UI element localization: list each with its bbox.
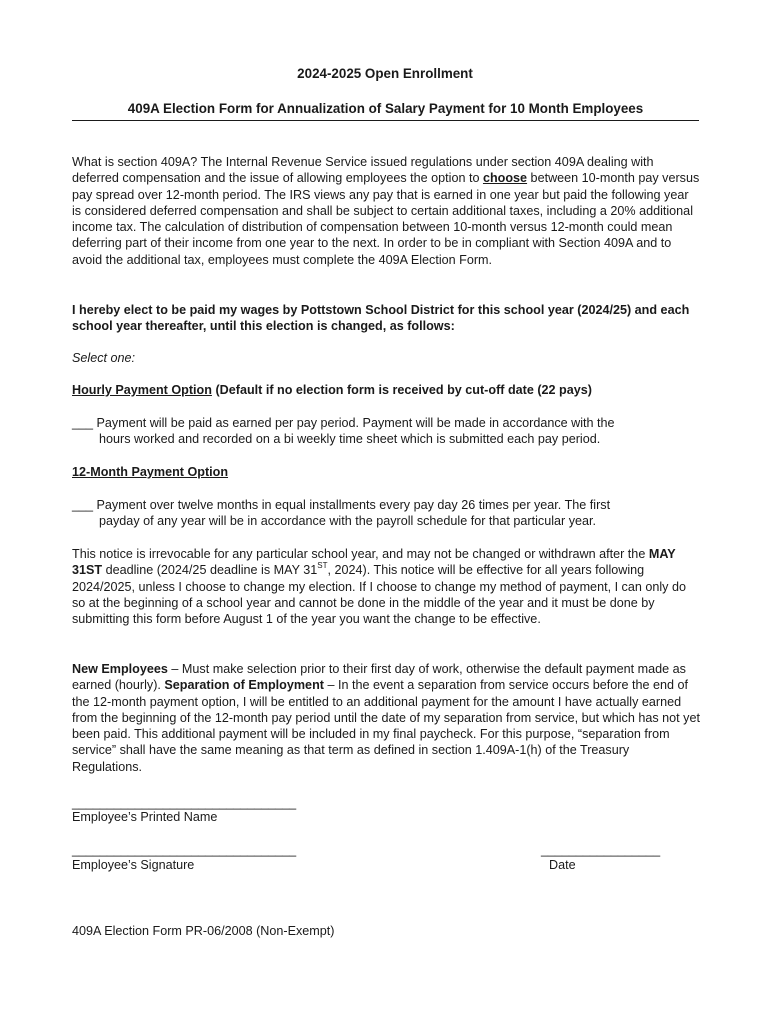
title-divider <box>72 120 699 121</box>
hourly-option-note: (Default if no election form is received by cut-off date (22 pays) <box>211 383 592 397</box>
new-employees-paragraph <box>72 661 700 775</box>
election-statement: I hereby elect to be paid my wages by Pottstown School District for this school year (2024/25) and each school year thereafter, until this election is changed, as follows: <box>72 303 690 334</box>
separation-label: Separation of Employment <box>164 678 324 693</box>
notice-paragraph <box>72 546 700 627</box>
notice-text-end: , 2024). This notice will be effective for all years following 2024/2025, unless I choose to change my election. If I choose to change my method of payment, I can only do so at the beginning of a school year and cannot be done in the middle of the year and it must be done by submitting this form before August 1 of the year you want the change to be effective. <box>72 563 686 627</box>
intro-paragraph <box>72 154 700 268</box>
twelve-month-option-blank[interactable]: ___ <box>72 498 94 512</box>
hourly-option-blank[interactable]: ___ <box>72 416 94 430</box>
hourly-option-choice[interactable] <box>72 415 700 448</box>
twelve-month-option-choice[interactable] <box>72 497 700 530</box>
separation-text: – In the event a separation from service occurs before the end of the 12-month payment option, I will be entitled to an additional payment for the amount I have actually earned from the beginning of the 12-month pay period until the date of my separation from service, but which has not yet been paid. This additional payment will be included in my final paycheck. For this purpose, “separation from service” shall have the same meaning as that term as defined in section 1.409A-1(h) of the Treasury Regulations. <box>72 678 700 774</box>
notice-text-middle: deadline (2024/25 deadline is MAY 31 <box>102 563 318 578</box>
printed-name-line[interactable]: ________________________________ <box>72 796 297 810</box>
new-employees-label: New Employees <box>72 662 168 676</box>
document-subtitle: 409A Election Form for Annualization of Salary Payment for 10 Month Employees <box>127 101 644 116</box>
hourly-option-title: Hourly Payment Option <box>72 383 212 397</box>
document-title: 2024-2025 Open Enrollment <box>297 66 473 81</box>
printed-name-label: Employee’s Printed Name <box>72 810 218 824</box>
select-one-label: Select one: <box>72 351 136 365</box>
deadline-superscript: ST <box>317 561 328 571</box>
notice-text-start: This notice is irrevocable for any particular school year, and may not be changed or withdrawn after the <box>72 547 649 561</box>
twelve-month-option-line1: Payment over twelve months in equal installments every pay day 26 times per year. The first <box>93 498 611 512</box>
intro-text-end: between 10-month pay versus pay spread over 12-month period. The IRS views any pay that is earned in one year but paid the following year is considered deferred compensation and shall be subject to certain additional taxes, including a 20% additional income tax. The calculation of distribution of compensation between 10-month versus 12-month could mean deferring part of their income from one year to the next. In order to be in compliant with Section 409A and to avoid the additional tax, employees must complete the 409A Election Form. <box>72 171 700 267</box>
signature-label: Employee’s Signature <box>72 858 195 872</box>
date-label: Date <box>549 858 576 872</box>
twelve-month-option-line2: payday of any year will be in accordance with the payroll schedule for that particular year. <box>99 514 597 529</box>
hourly-option-line2: hours worked and recorded on a bi weekly time sheet which is submitted each pay period. <box>99 432 601 447</box>
date-line[interactable]: _________________ <box>541 843 661 857</box>
signature-line[interactable]: ________________________________ <box>72 843 297 857</box>
form-footer: 409A Election Form PR-06/2008 (Non-Exempt) <box>72 924 335 938</box>
new-employees-text: – Must make selection prior to their first day of work, otherwise the default payment made as earned (hourly). <box>72 662 686 693</box>
choose-emphasis: choose <box>482 171 528 186</box>
hourly-option-heading <box>72 382 700 398</box>
hourly-option-line1: Payment will be paid as earned per pay period. Payment will be made in accordance with the <box>93 416 615 430</box>
deadline-emphasis: MAY 31ST <box>72 547 676 578</box>
twelve-month-option-heading: 12-Month Payment Option <box>72 465 229 479</box>
intro-text-start: What is section 409A? The Internal Revenue Service issued regulations under section 409A dealing with deferred compensation and the issue of allowing employees the option to <box>72 155 654 186</box>
